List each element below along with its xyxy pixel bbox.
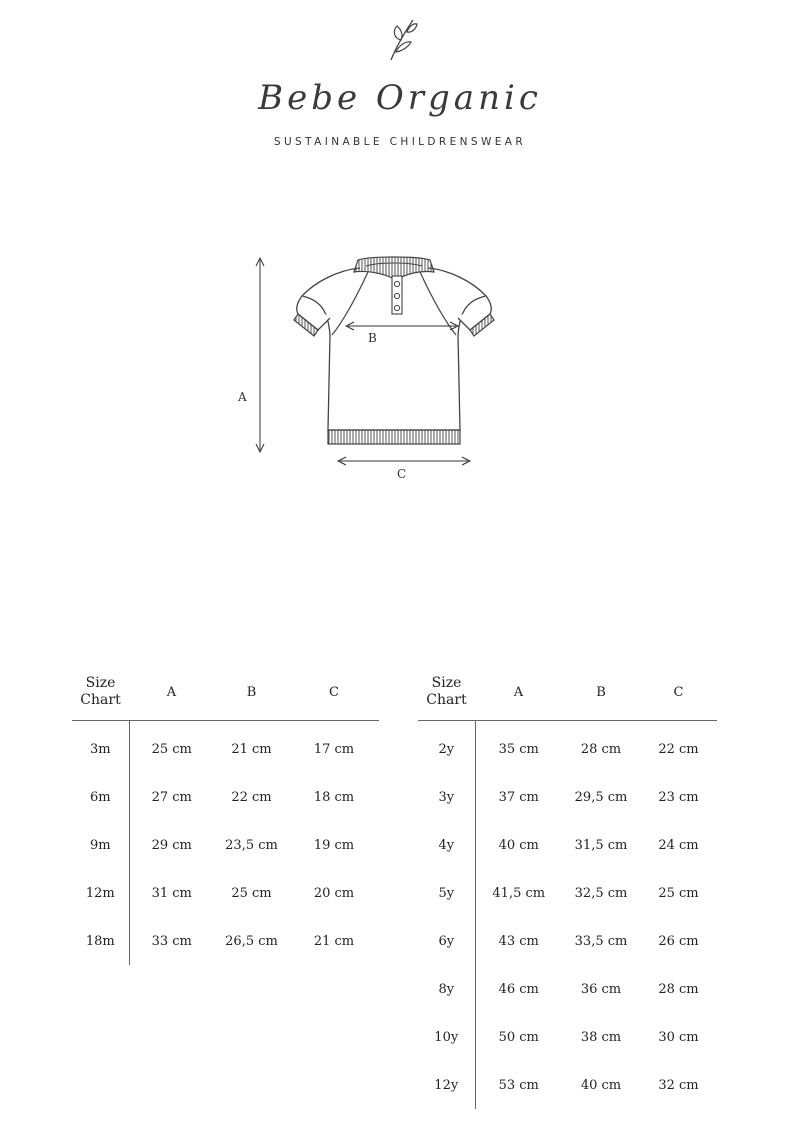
table-row: [418, 917, 717, 965]
table-header-row: [72, 664, 379, 721]
column-header-a: A: [129, 664, 214, 721]
cell-c: 17 cm: [313, 741, 355, 757]
column-header-c: C: [289, 664, 379, 721]
row-size-label: 5y: [418, 869, 475, 917]
column-header-c: C: [640, 664, 717, 721]
brand-name: Bebe Organic: [258, 78, 542, 118]
size-chart-table-months: [72, 664, 379, 965]
table-row: [418, 821, 717, 869]
cell-c: 23 cm: [658, 789, 699, 805]
row-size-label: 4y: [418, 821, 475, 869]
row-size-label: 6y: [418, 917, 475, 965]
cell-b: 40 cm: [580, 1077, 622, 1093]
table-row: [418, 965, 717, 1013]
corner-label-line1: Size: [85, 675, 116, 691]
cell-c: 24 cm: [658, 837, 699, 853]
table-row: [72, 721, 379, 774]
cell-c: 28 cm: [658, 981, 699, 997]
cell-b: 25 cm: [231, 885, 272, 901]
size-chart-corner: [418, 664, 475, 721]
column-header-b: B: [214, 664, 289, 721]
table-row: [418, 869, 717, 917]
table-row: [72, 773, 379, 821]
corner-label-line2: Chart: [426, 692, 467, 708]
row-size-label: 3y: [418, 773, 475, 821]
cell-c: 32 cm: [658, 1077, 699, 1093]
table-row: [72, 821, 379, 869]
cell-b: 26,5 cm: [225, 933, 278, 949]
brand-tagline: SUSTAINABLE CHILDRENSWEAR: [273, 136, 527, 148]
cell-a: 29 cm: [151, 837, 192, 853]
cell-a: 31 cm: [151, 885, 192, 901]
cell-b: 28 cm: [580, 741, 622, 757]
cell-c: 19 cm: [313, 837, 355, 853]
row-size-label: 6m: [72, 773, 129, 821]
table-row: [72, 869, 379, 917]
cell-c: 21 cm: [313, 933, 355, 949]
cell-b: 31,5 cm: [574, 837, 628, 853]
corner-label-line1: Size: [431, 675, 462, 691]
table-header-row: [418, 664, 717, 721]
row-size-label: 9m: [72, 821, 129, 869]
cell-a: 41,5 cm: [492, 885, 546, 901]
row-size-label: 12y: [418, 1061, 475, 1109]
row-size-label: 2y: [418, 721, 475, 774]
table-row: [418, 773, 717, 821]
row-size-label: 10y: [418, 1013, 475, 1061]
table-row: [418, 1013, 717, 1061]
cell-c: 22 cm: [658, 741, 699, 757]
cell-c: 25 cm: [658, 885, 699, 901]
cell-a: 25 cm: [151, 741, 192, 757]
table-row: [72, 917, 379, 965]
row-size-label: 8y: [418, 965, 475, 1013]
dimension-label-c: C: [397, 467, 407, 481]
cell-a: 35 cm: [498, 741, 539, 757]
cell-a: 53 cm: [498, 1077, 539, 1093]
cell-c: 20 cm: [313, 885, 355, 901]
cell-a: 27 cm: [151, 789, 192, 805]
cell-b: 32,5 cm: [574, 885, 628, 901]
leaf-sprig-icon: [385, 16, 419, 62]
cell-c: 30 cm: [658, 1029, 699, 1045]
cell-b: 38 cm: [580, 1029, 622, 1045]
cell-b: 29,5 cm: [574, 789, 628, 805]
column-header-b: B: [562, 664, 640, 721]
size-chart-table-years: [418, 664, 717, 1109]
cell-a: 46 cm: [498, 981, 539, 997]
cell-b: 22 cm: [231, 789, 272, 805]
cell-b: 23,5 cm: [225, 837, 278, 853]
table-row: [418, 1061, 717, 1109]
row-size-label: 12m: [72, 869, 129, 917]
dimension-label-a: A: [238, 390, 247, 404]
cell-a: 40 cm: [498, 837, 539, 853]
cell-a: 33 cm: [151, 933, 192, 949]
size-chart-corner: [72, 664, 129, 721]
row-size-label: 3m: [72, 721, 129, 774]
dimension-label-b: B: [368, 331, 377, 345]
cell-a: 37 cm: [498, 789, 539, 805]
column-header-a: A: [475, 664, 562, 721]
table-row: [418, 721, 717, 774]
corner-label-line2: Chart: [80, 692, 121, 708]
cell-b: 33,5 cm: [574, 933, 628, 949]
polo-shirt-icon: [220, 240, 520, 500]
row-size-label: 18m: [72, 917, 129, 965]
cell-a: 50 cm: [498, 1029, 539, 1045]
cell-b: 21 cm: [231, 741, 272, 757]
cell-b: 36 cm: [580, 981, 622, 997]
cell-c: 18 cm: [313, 789, 355, 805]
cell-a: 43 cm: [498, 933, 539, 949]
cell-c: 26 cm: [658, 933, 699, 949]
